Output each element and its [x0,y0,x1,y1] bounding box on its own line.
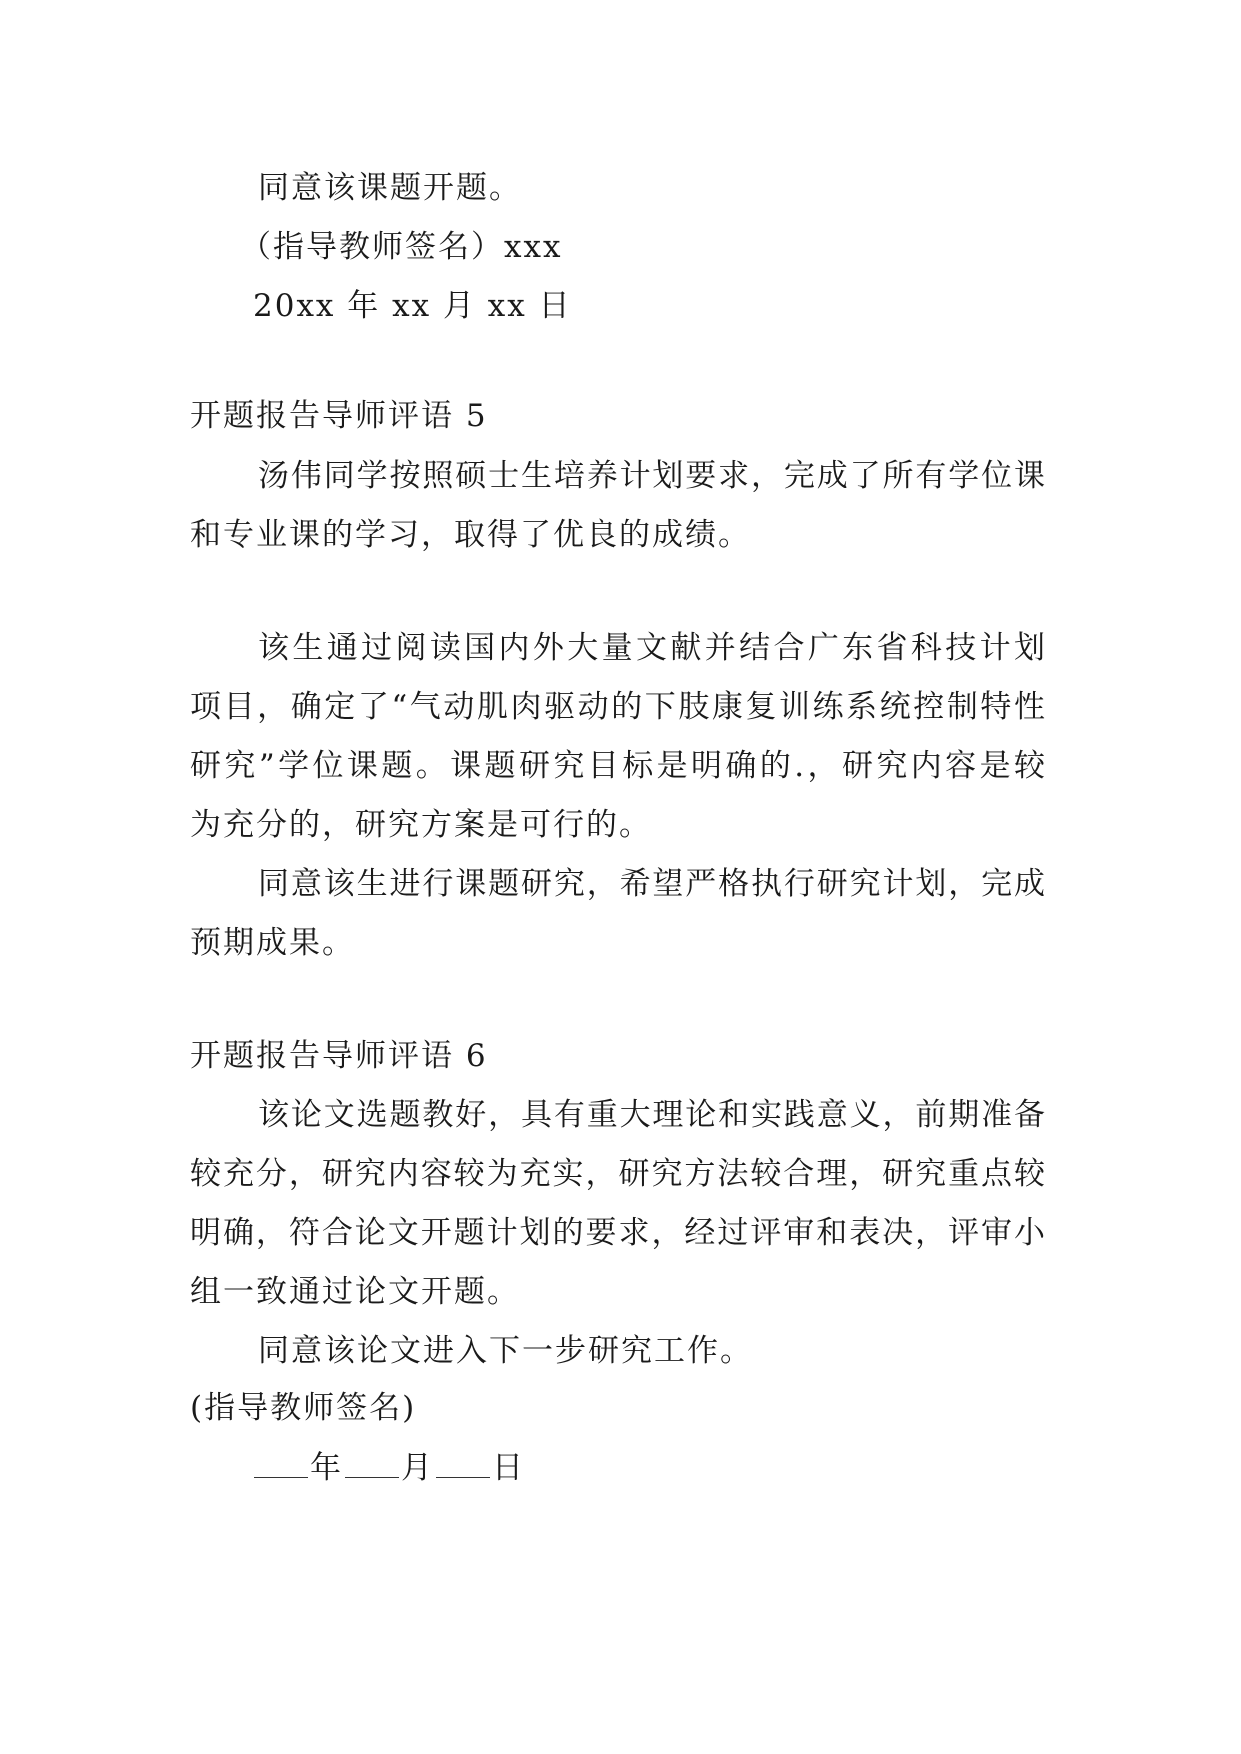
signature-line: (指导教师签名) [190,1390,417,1426]
day-blank [436,1449,490,1478]
paragraph-line: 组一致通过论文开题。 [190,1274,520,1310]
paragraph-line: 同意该论文进入下一步研究工作。 [258,1333,753,1369]
signature-line: （指导教师签名）xxx [240,229,563,265]
section-heading: 开题报告导师评语 6 [190,1038,488,1074]
month-blank [345,1449,399,1478]
paragraph-line: 和专业课的学习，取得了优良的成绩。 [190,517,751,553]
year-label: 年 [310,1450,343,1486]
date-line: 20xx 年 xx 月 xx 日 [253,288,572,324]
paragraph-line: 预期成果。 [190,925,355,961]
paragraph-line: 汤伟同学按照硕士生培养计划要求，完成了所有学位课 [258,458,1045,494]
paragraph-line: 同意该课题开题。 [258,170,522,206]
section-heading: 开题报告导师评语 5 [190,398,488,434]
paragraph-line: 较充分，研究内容较为充实，研究方法较合理，研究重点较 [190,1156,1045,1192]
day-label: 日 [492,1450,525,1486]
paragraph-line: 研究”学位课题。课题研究目标是明确的.，研究内容是较 [190,748,1045,784]
date-blank-line [252,1448,525,1488]
paragraph-line: 该论文选题教好，具有重大理论和实践意义，前期准备 [258,1097,1045,1133]
month-label: 月 [401,1450,434,1486]
paragraph-line: 该生通过阅读国内外大量文献并结合广东省科技计划 [258,630,1045,666]
paragraph-line: 明确，符合论文开题计划的要求，经过评审和表决，评审小 [190,1215,1045,1251]
year-blank [254,1449,308,1478]
paragraph-line: 为充分的，研究方案是可行的。 [190,807,652,843]
paragraph-line: 项目，确定了“气动肌肉驱动的下肢康复训练系统控制特性 [190,689,1045,725]
paragraph-line: 同意该生进行课题研究，希望严格执行研究计划，完成 [258,866,1045,902]
